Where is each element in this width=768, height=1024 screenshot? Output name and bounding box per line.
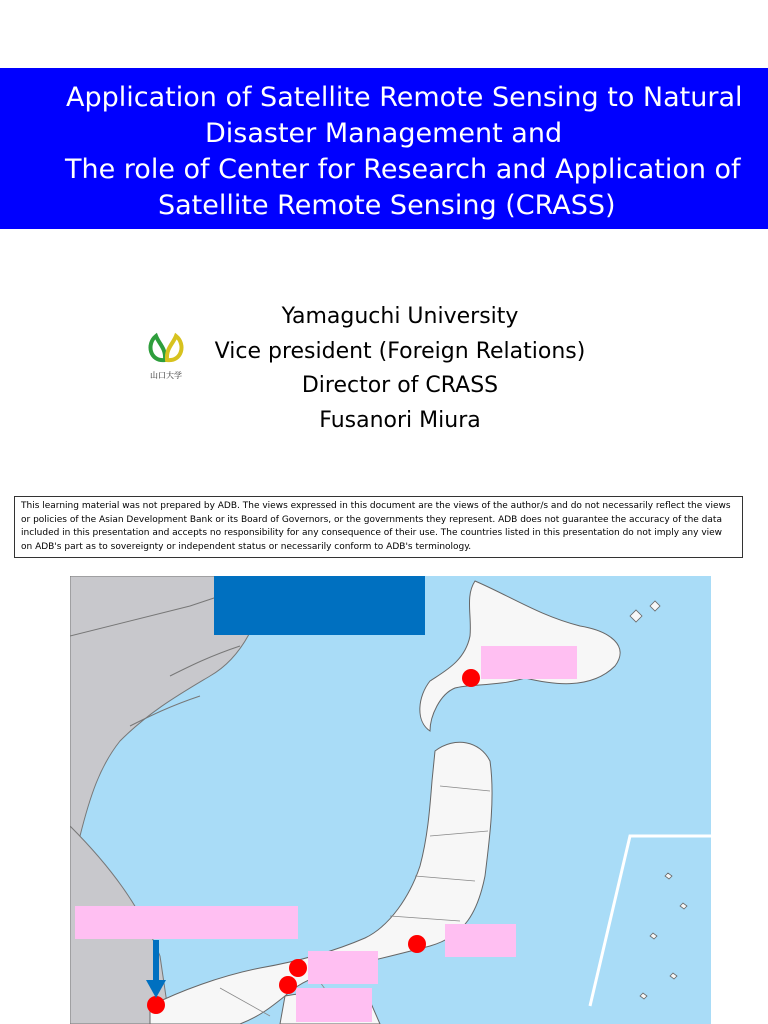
title-line-2: Disaster Management and xyxy=(205,118,563,149)
label-box-chugoku xyxy=(296,988,372,1022)
label-box-west xyxy=(75,906,298,939)
author-block xyxy=(180,300,620,438)
logo-caption: 山口大学 xyxy=(150,371,182,380)
location-marker-hokkaido xyxy=(462,669,480,687)
label-box-tokyo xyxy=(445,924,516,957)
arrow-down-icon xyxy=(144,940,168,1002)
map-title-bar xyxy=(214,576,425,635)
author-position: Vice president (Foreign Relations) xyxy=(214,338,586,364)
label-box-kansai xyxy=(308,951,378,984)
title-banner xyxy=(0,68,768,229)
location-marker-kansai xyxy=(289,959,307,977)
author-role: Director of CRASS xyxy=(301,373,499,398)
title-line-3: The role of Center for Research and Application of xyxy=(65,154,741,185)
location-marker-tokyo xyxy=(408,935,426,953)
label-box-hokkaido xyxy=(481,646,577,679)
university-name: Yamaguchi University xyxy=(281,304,519,329)
title-line-1: Application of Satellite Remote Sensing to Natural xyxy=(66,82,743,113)
author-name: Fusanori Miura xyxy=(319,407,481,433)
adb-disclaimer: This learning material was not prepared by ADB. The views expressed in this document are the views of the author/s and do not necessarily reflect the views or policies of the Asian Development Bank or its Board of Governors, or the governments they represent. ADB does not guarantee the accuracy of the data included in this presentation and accepts no responsibility for any consequence of their use. The countries listed in this presentation do not imply any view on ADB's part as to sovereignty or independent status or necessarily conform to ADB's terminology. xyxy=(14,496,743,558)
location-marker-chugoku xyxy=(279,976,297,994)
japan-map xyxy=(70,576,711,1024)
title-line-4: Satellite Remote Sensing (CRASS) xyxy=(158,190,616,221)
